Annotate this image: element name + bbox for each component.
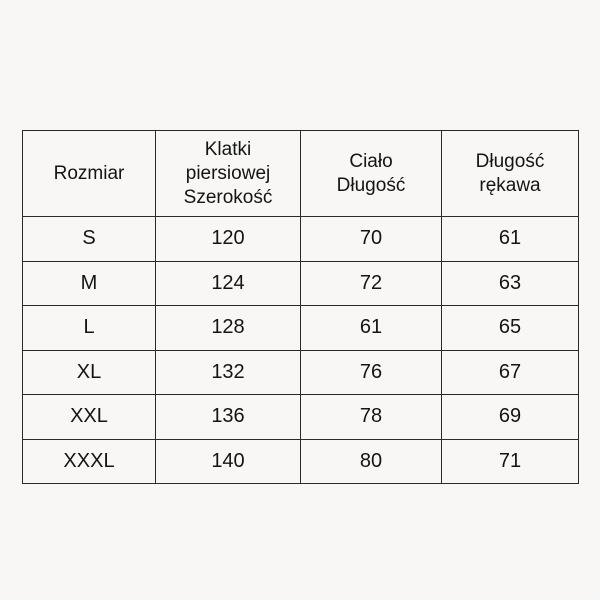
cell-body-length: 72 [301, 261, 442, 306]
header-body-length: Ciało Długość [301, 131, 442, 217]
cell-body-length: 70 [301, 217, 442, 262]
cell-size: L [23, 306, 156, 351]
header-sleeve-length: Długość rękawa [442, 131, 579, 217]
cell-sleeve-length: 71 [442, 439, 579, 484]
table-row [23, 395, 579, 440]
cell-sleeve-length: 65 [442, 306, 579, 351]
cell-body-length: 61 [301, 306, 442, 351]
cell-body-length: 76 [301, 350, 442, 395]
table-row [23, 261, 579, 306]
cell-chest-width: 124 [156, 261, 301, 306]
cell-chest-width: 136 [156, 395, 301, 440]
table-body [23, 217, 579, 484]
table-row [23, 306, 579, 351]
table-row [23, 350, 579, 395]
header-chest-width: Klatki piersiowej Szerokość [156, 131, 301, 217]
cell-body-length: 80 [301, 439, 442, 484]
size-chart-table [22, 130, 579, 484]
cell-body-length: 78 [301, 395, 442, 440]
cell-sleeve-length: 69 [442, 395, 579, 440]
cell-sleeve-length: 67 [442, 350, 579, 395]
cell-size: XXXL [23, 439, 156, 484]
cell-size: S [23, 217, 156, 262]
cell-chest-width: 132 [156, 350, 301, 395]
cell-size: XXL [23, 395, 156, 440]
cell-sleeve-length: 61 [442, 217, 579, 262]
cell-size: XL [23, 350, 156, 395]
cell-sleeve-length: 63 [442, 261, 579, 306]
table-row [23, 217, 579, 262]
header-row [23, 131, 579, 217]
cell-chest-width: 128 [156, 306, 301, 351]
cell-chest-width: 140 [156, 439, 301, 484]
cell-chest-width: 120 [156, 217, 301, 262]
table-row [23, 439, 579, 484]
header-size: Rozmiar [23, 131, 156, 217]
cell-size: M [23, 261, 156, 306]
table-header [23, 131, 579, 217]
